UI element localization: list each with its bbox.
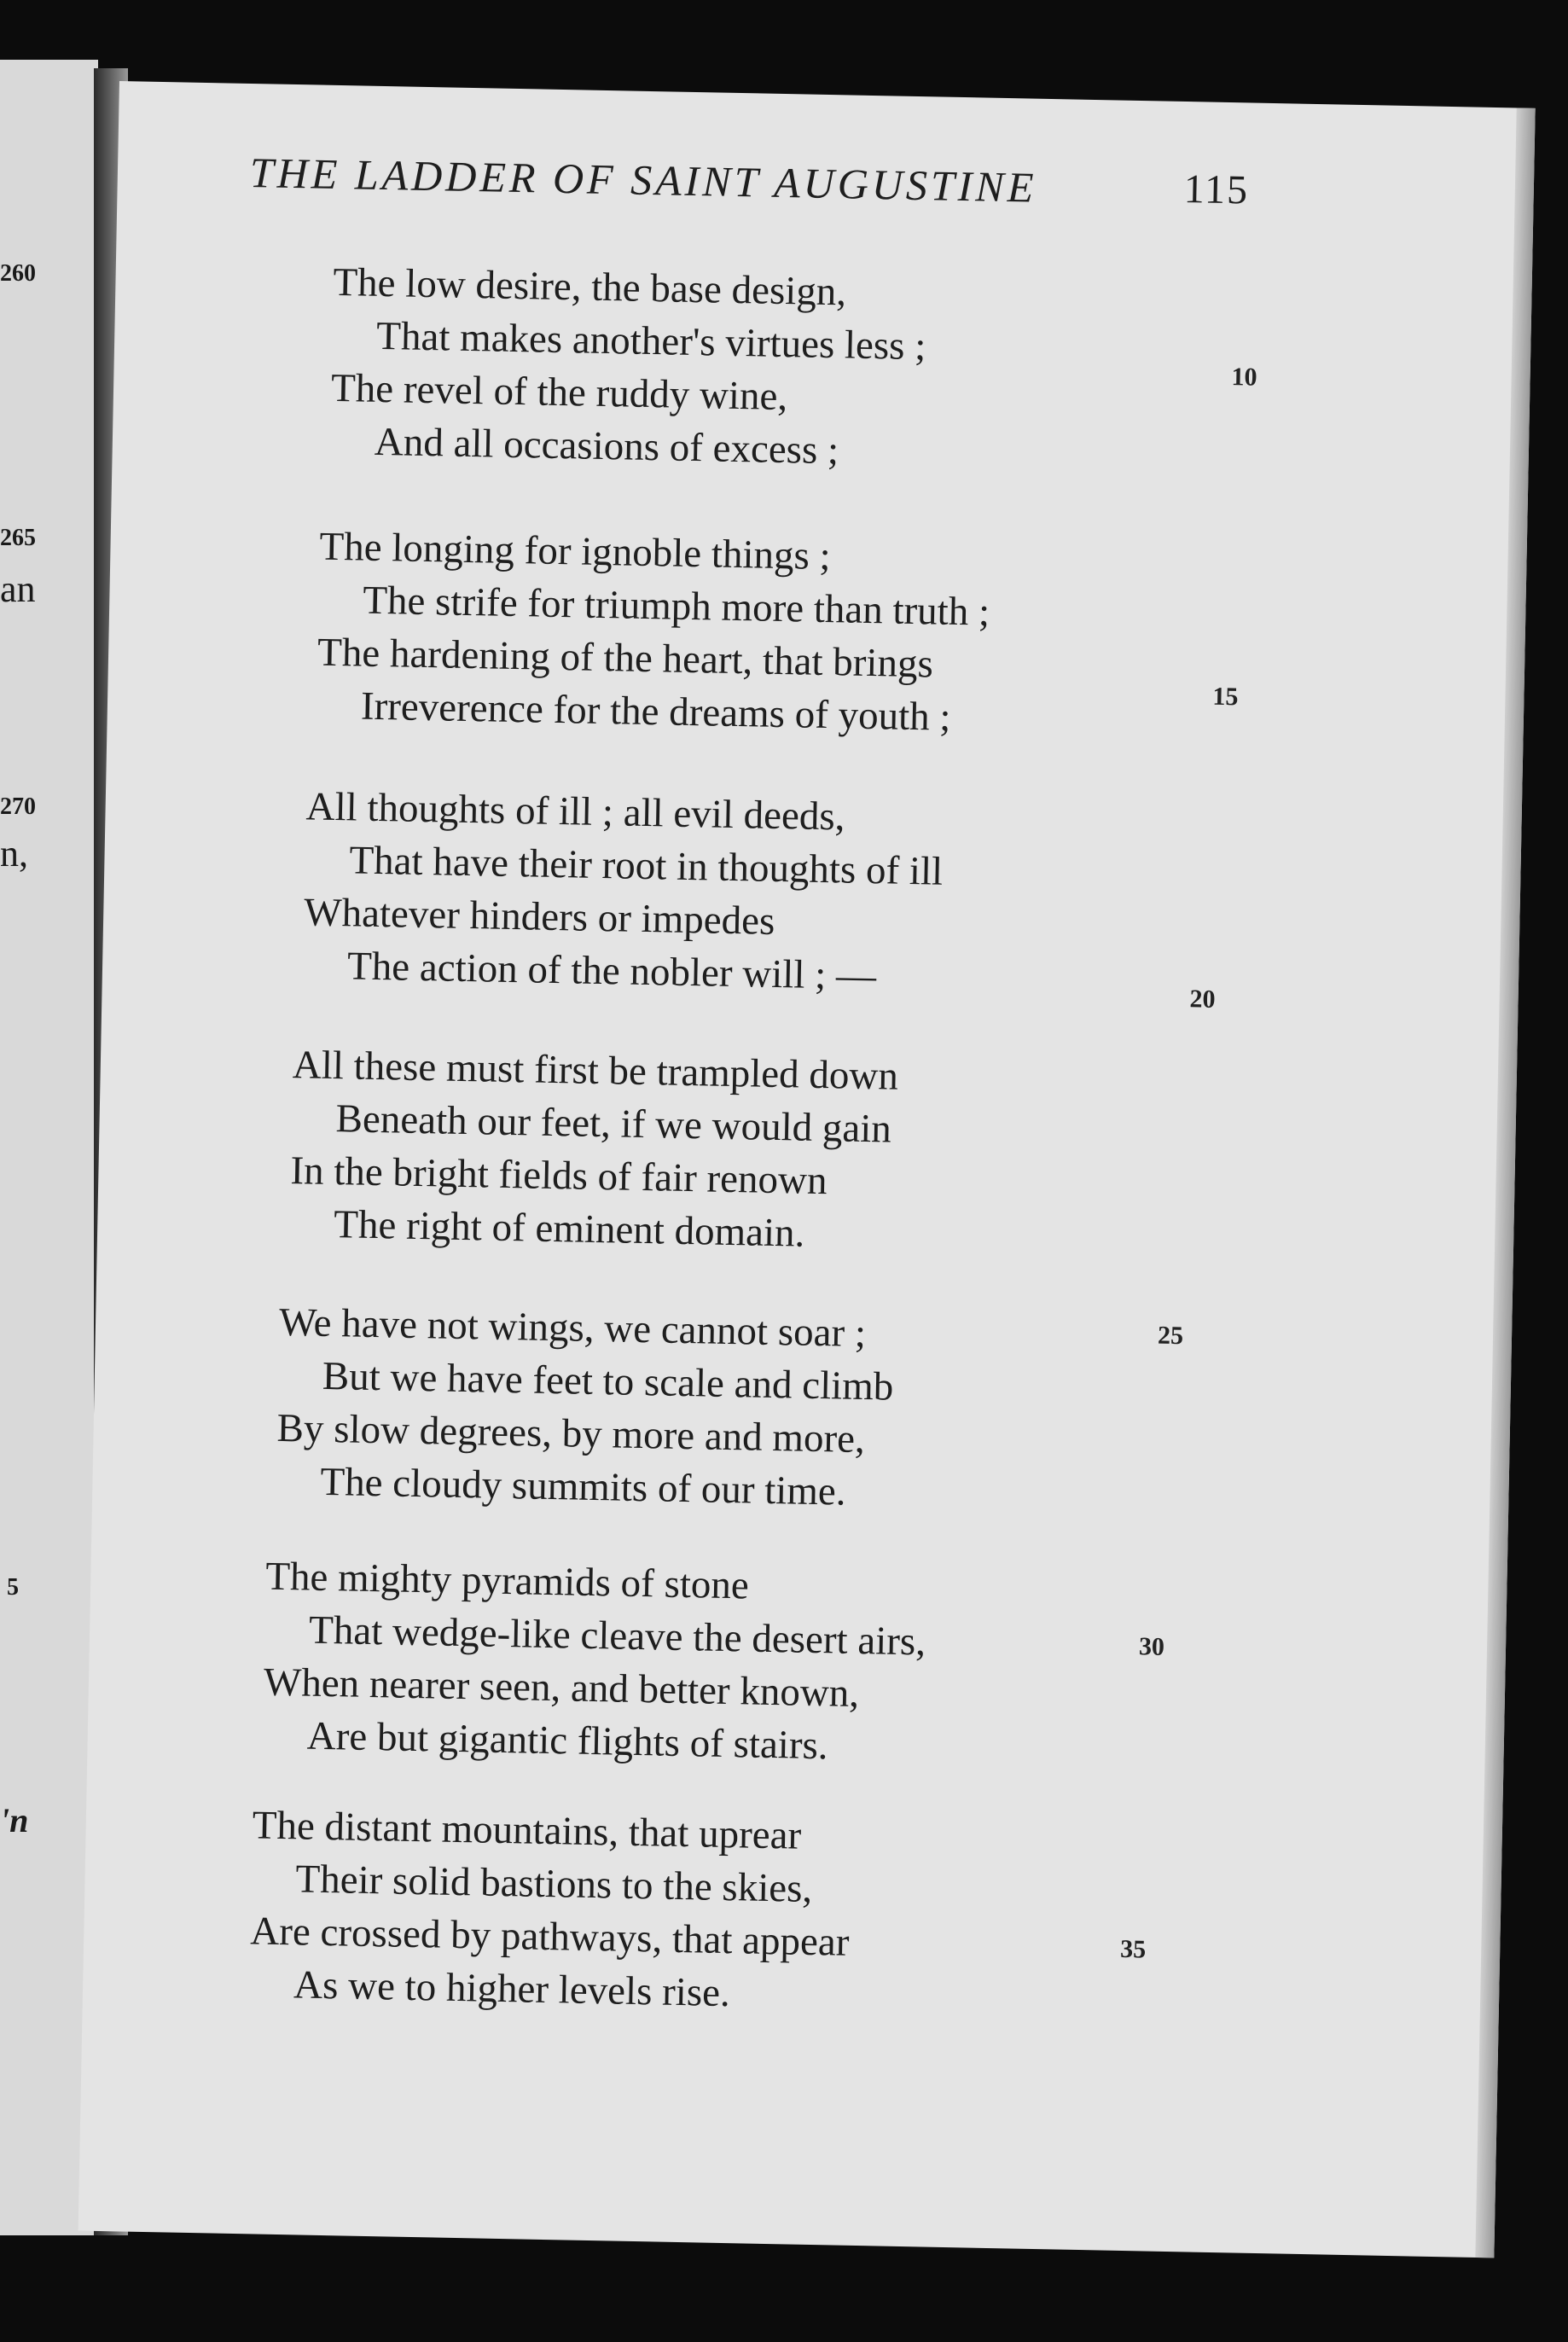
verse-line: The low desire, the base design, [333,259,847,315]
line-number: 15 [1212,682,1239,712]
line-number: 20 [1189,985,1216,1014]
stanza [276,1296,1261,1526]
stanza [329,256,1315,486]
verse-line: The revel of the ruddy wine, [330,365,788,420]
facing-word-fragment: an [0,568,36,610]
verse-line: The action of the nobler will ; — [346,944,877,999]
line-number: 10 [1231,363,1257,392]
verse-line: That have their root in thoughts of ill [349,838,944,894]
facing-line-number: 260 [0,260,36,287]
verse-line: The right of eminent domain. [333,1202,805,1256]
verse-line: Their solid bastions to the skies, [295,1857,813,1911]
running-head: THE LADDER OF SAINT AUGUSTINE [249,148,1037,212]
verse-line: We have not wings, we cannot soar ; [278,1299,867,1357]
verse-line: But we have feet to scale and climb [322,1353,894,1409]
stanza [316,520,1301,751]
verse-line: That wedge-like cleave the desert airs, [308,1607,926,1665]
facing-line-number: 265 [0,525,36,551]
verse-line: All these must first be trampled down [292,1043,899,1099]
verse-line: The strife for triumph more than truth ; [362,578,990,635]
line-number: 25 [1157,1321,1184,1351]
verse-line: Whatever hinders or impedes [303,890,775,944]
verse-line: Beneath our feet, if we would gain [335,1096,892,1152]
verse-line: The cloudy summits of our time. [320,1459,847,1514]
verse-line: All thoughts of ill ; all evil deeds, [305,784,845,840]
line-number: 30 [1138,1632,1165,1661]
stanza [289,1038,1275,1269]
page-number: 115 [1183,166,1250,213]
facing-word-fragment: 'n [0,1801,29,1839]
verse-line: Are crossed by pathways, that appear [249,1909,850,1965]
verse-line: The mighty pyramids of stone [264,1554,750,1608]
verse-line: And all occasions of excess ; [374,419,839,474]
line-number: 35 [1119,1934,1147,1964]
verse-line: When nearer seen, and better known, [263,1659,860,1716]
book-page [78,81,1536,2258]
facing-page-edge [0,60,98,2235]
facing-word-fragment: n, [0,833,28,875]
facing-line-number: 270 [0,793,36,820]
verse-line: As we to higher levels rise. [293,1962,731,2016]
verse-line: Are but gigantic flights of stairs. [306,1713,829,1769]
verse-line: In the bright fields of fair renown [290,1148,828,1204]
verse-line: The longing for ignoble things ; [319,524,832,579]
verse-line: Irreverence for the dreams of youth ; [360,683,951,740]
page-fore-edge [1475,108,1535,2258]
verse-line: That makes another's virtues less ; [375,313,926,369]
verse-line: The hardening of the heart, that brings [317,630,934,687]
stanza [249,1799,1234,2029]
verse-line: By slow degrees, by more and more, [276,1405,866,1462]
verse-line: The distant mountains, that uprear [252,1803,802,1858]
facing-line-number: 5 [7,1574,19,1601]
stanza [303,780,1288,1010]
stanza [262,1550,1247,1781]
